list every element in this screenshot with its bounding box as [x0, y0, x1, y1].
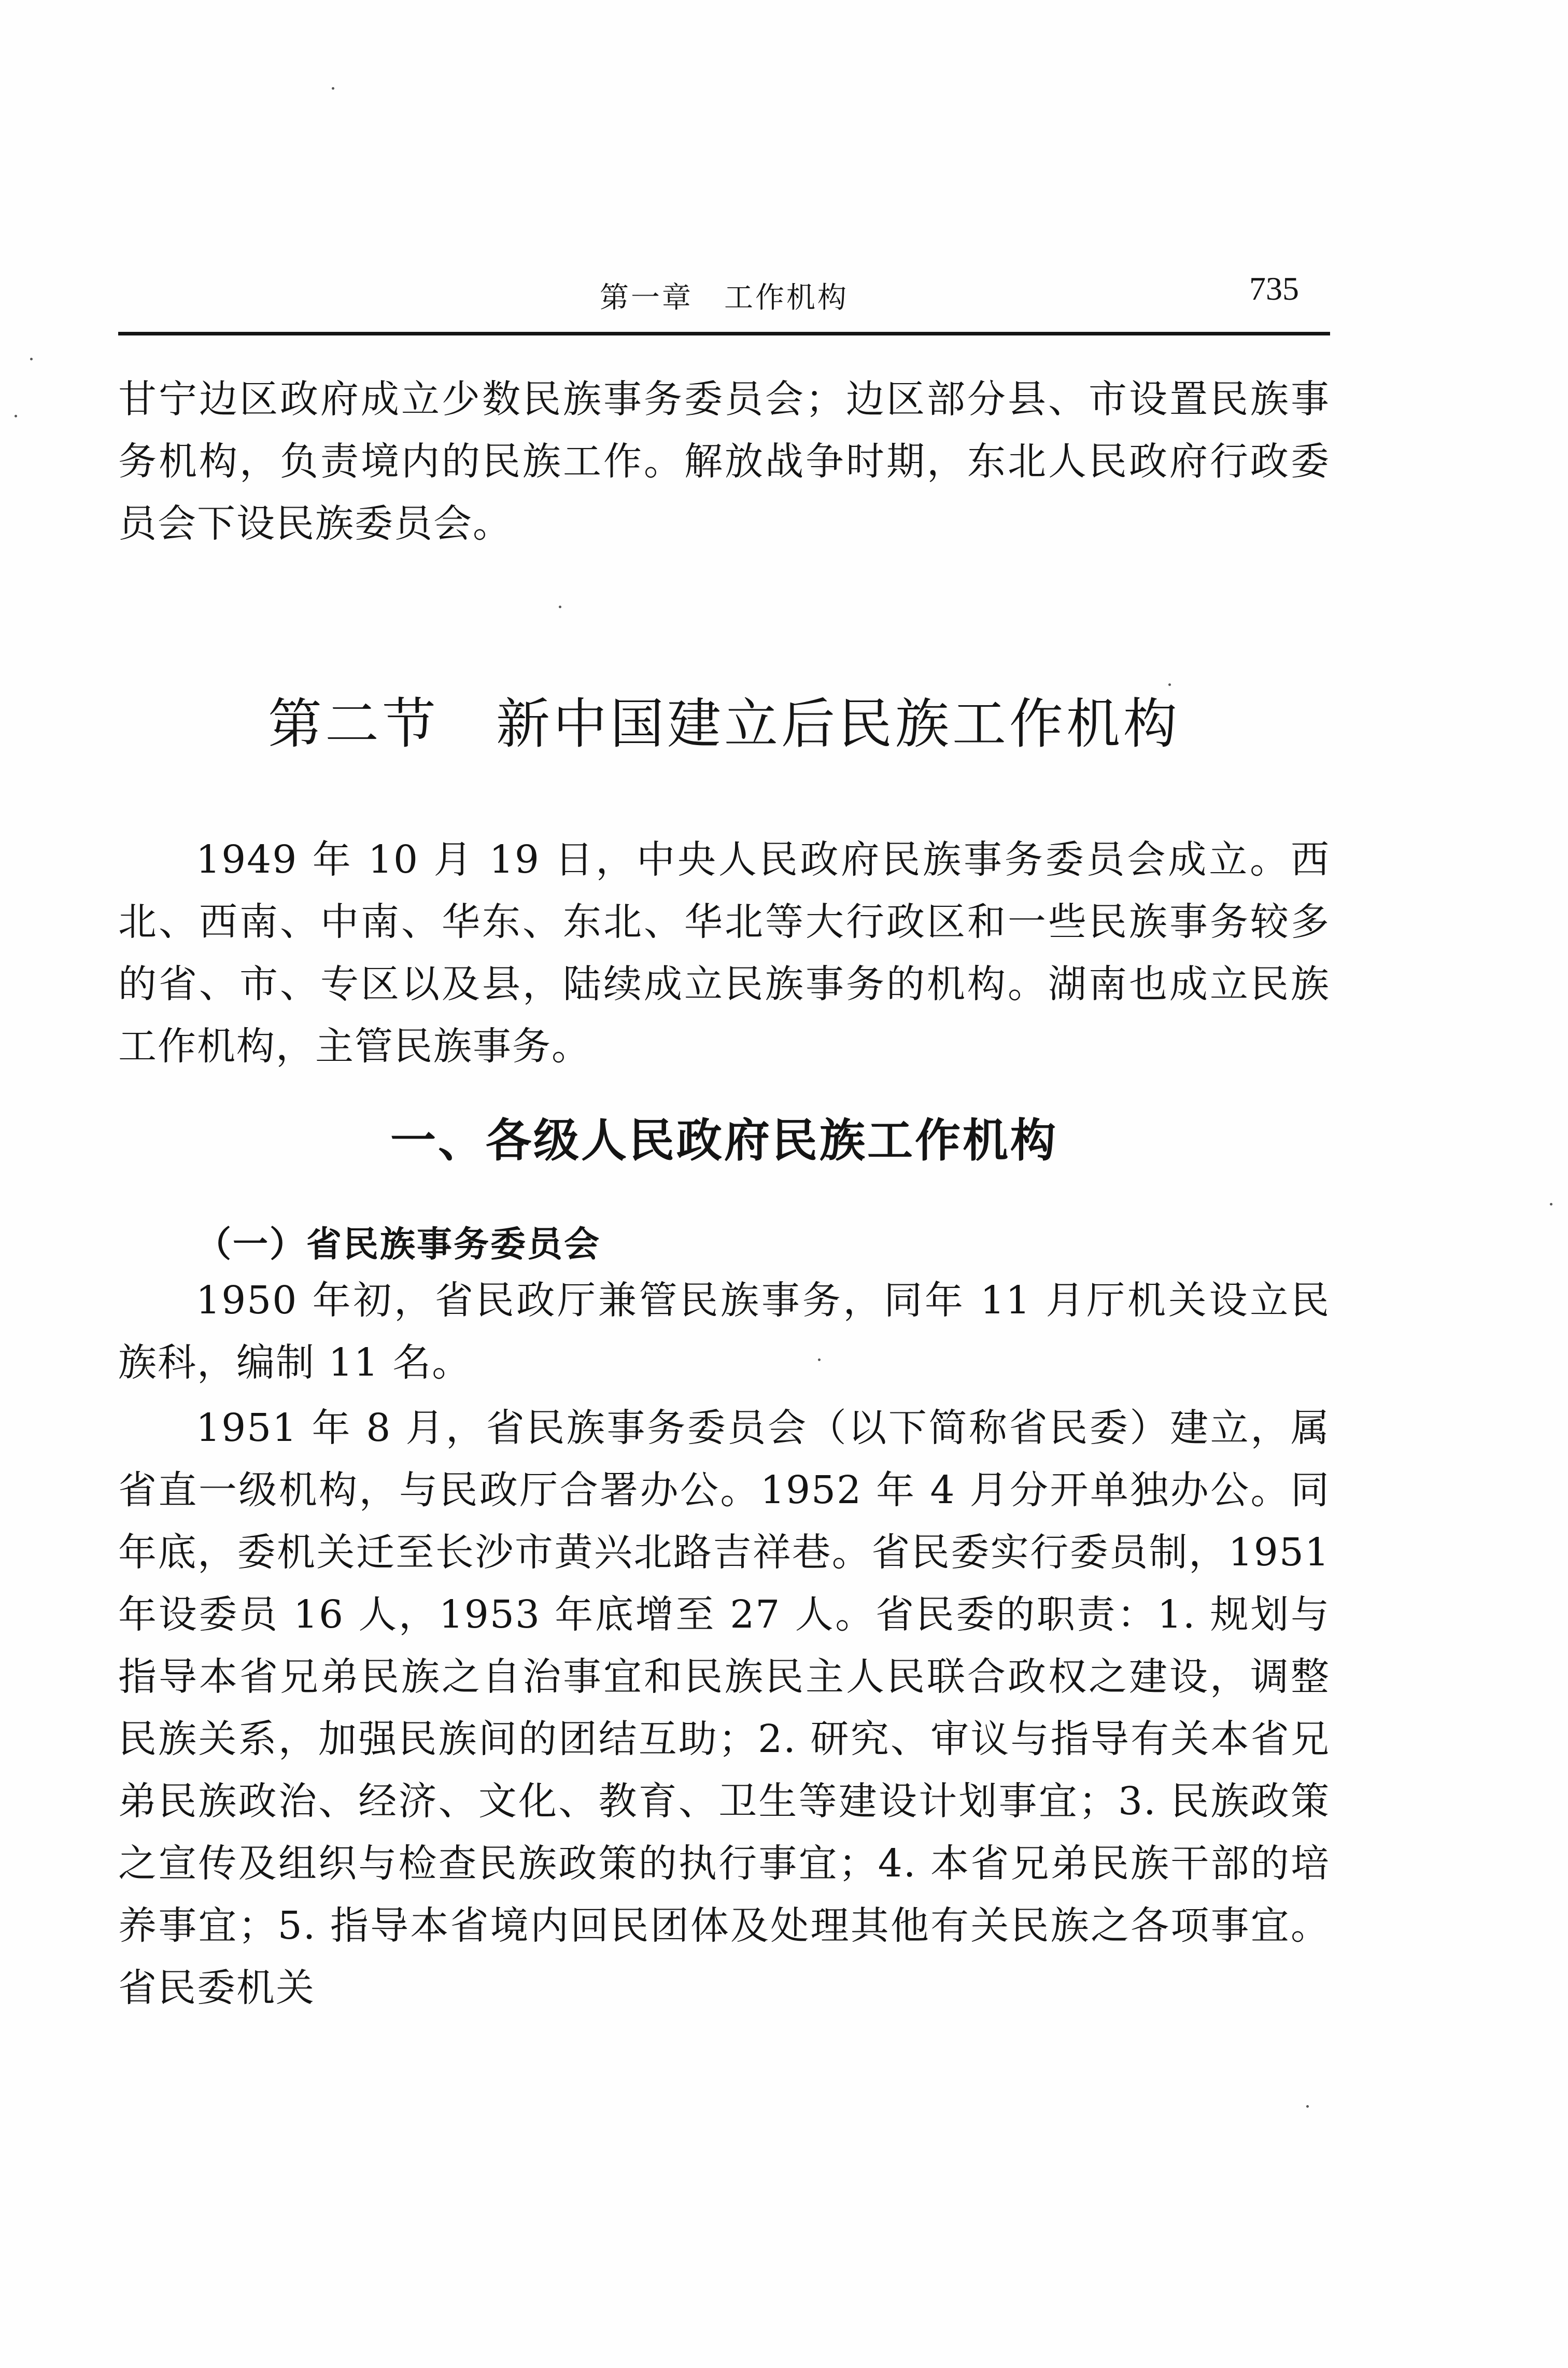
section-title: 第二节 新中国建立后民族工作机构: [267, 692, 1180, 755]
scan-speck: [1168, 683, 1171, 686]
page-number: 735: [1249, 270, 1299, 307]
scan-speck: [1550, 1203, 1552, 1206]
subsection-title: 一、各级人民政府民族工作机构: [390, 1114, 1058, 1167]
scan-speck: [30, 358, 33, 360]
scan-speck: [332, 87, 334, 90]
running-header: [118, 270, 1330, 321]
chapter-title: 第一章 工作机构: [600, 281, 849, 315]
header-rule: [118, 332, 1330, 335]
section-paragraph: 1949 年 10 月 19 日，中央人民政府民族事务委员会成立。西北、西南、中南、华东、东北、华北等大行政区和一些民族事务较多的省、市、专区以及县，陆续成立民族事务的机构。湖南也成立民族工作机构，主管民族事务。: [118, 837, 1330, 1069]
subsubsection-title: （一）省民族事务委员会: [196, 1224, 601, 1265]
scan-speck: [818, 1358, 821, 1361]
scan-speck: [15, 415, 17, 417]
paragraph-1951: 1951 年 8 月，省民族事务委员会（以下简称省民委）建立，属省直一级机构，与民政厅合署办公。1952 年 4 月分开单独办公。同年底，委机关迁至长沙市黄兴北路吉祥巷。省民委实行委员制，1951 年设委员 16 人，1953 年底增至 27 人。省民委的职责：1. 规划与指导本省兄弟民族之自治事宜和民族民主人民联合政权之建设，调整民族关系，加强民族间的团结互助；2. 研究、审议与指导有关本省兄弟民族政治、经济、文化、教育、卫生等建设计划事宜；3. 民族政策之宣传及组织与检查民族政策的执行事宜；4. 本省兄弟民族干部的培养事宜；5. 指导本省境内回民团体及处理其他有关民族之各项事宜。省民委机关: [118, 1406, 1330, 2010]
paragraph-1950: 1950 年初，省民政厅兼管民族事务，同年 11 月厅机关设立民族科，编制 11 名。: [118, 1278, 1330, 1385]
intro-paragraph: 甘宁边区政府成立少数民族事务委员会；边区部分县、市设置民族事务机构，负责境内的民族工作。解放战争时期，东北人民政府行政委员会下设民族委员会。: [118, 377, 1330, 546]
scan-speck: [1306, 2105, 1309, 2108]
scan-speck: [559, 606, 561, 608]
